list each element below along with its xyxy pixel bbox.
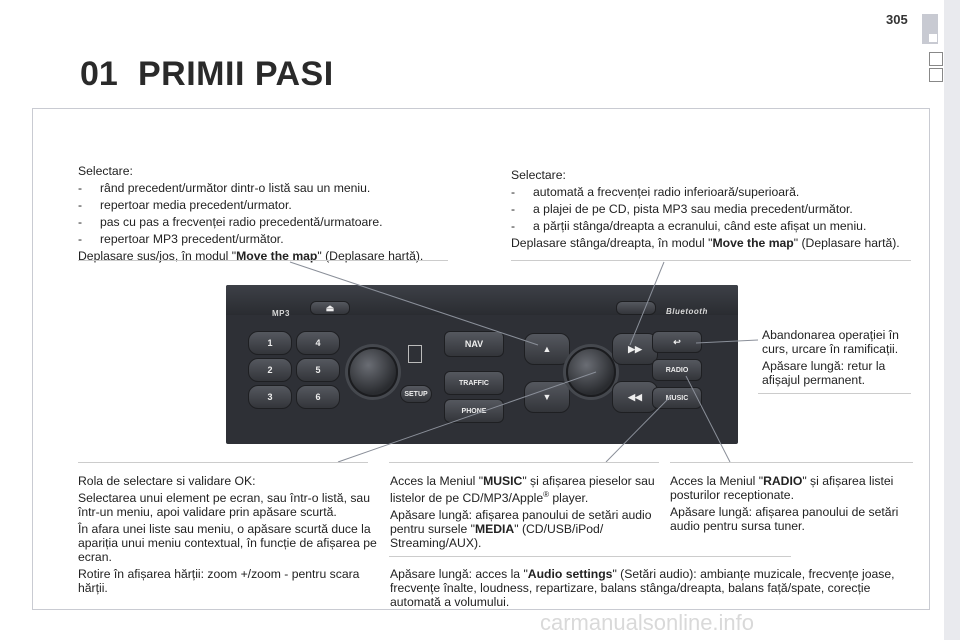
radio-block: Acces la Meniul "RADIO" și afișarea listei posturilor receptionate. Apăsare lungă: afișarea panoului de setări audio pentru sursa tuner.	[670, 474, 899, 533]
setup-button[interactable]: SETUP	[400, 385, 432, 403]
left-move-note: Deplasare sus/jos, în modul "Move the map" (Deplasare hartă).	[78, 249, 424, 263]
callout-line	[696, 340, 758, 343]
page-number: 305	[886, 12, 908, 27]
eject-button[interactable]: ⏏	[310, 301, 350, 315]
right-intro: Selectare:	[511, 168, 566, 182]
preset-1-button[interactable]: 1	[248, 331, 292, 355]
scroll-wheel-block: Rola de selectare si validare OK: Selectarea unui element pe ecran, sau într-o listă, sau într-un meniu, apoi validare prin apăsare scurtă. În afara unei liste sau meniu, o apăsare scurtă duce la apariția unui meniu contextual, în funcție de afișarea pe ecran. Rotire în afișarea hărții: zoom +/zoom - pentru scara hărții.	[78, 474, 377, 595]
callout-line	[606, 395, 672, 462]
radio-button[interactable]: RADIO	[652, 359, 702, 381]
divider	[389, 556, 791, 557]
preset-4-button[interactable]: 4	[296, 331, 340, 355]
callout-line	[686, 376, 730, 462]
callout-line	[290, 262, 538, 345]
bluetooth-label: Bluetooth	[666, 307, 708, 316]
chapter-title: PRIMII PASI	[138, 55, 334, 93]
down-button[interactable]: ▼	[524, 381, 570, 413]
fast-forward-button[interactable]: ▶▶	[612, 333, 658, 365]
preset-5-button[interactable]: 5	[296, 358, 340, 382]
preset-3-button[interactable]: 3	[248, 385, 292, 409]
list-item: - a plajei de pe CD, pista MP3 sau media precedent/următor.	[511, 202, 853, 216]
list-item: - repertoar media precedent/urmator.	[78, 198, 292, 212]
list-item: - a părții stânga/dreapta a ecranului, când este afișat un meniu.	[511, 219, 867, 233]
preset-6-button[interactable]: 6	[296, 385, 340, 409]
rewind-button[interactable]: ◀◀	[612, 381, 658, 413]
list-item: - pas cu pas a frecvenței radio precedentă/urmatoare.	[78, 215, 383, 229]
chapter-number: 01	[80, 55, 118, 93]
music-block: Acces la Meniul "MUSIC" și afișarea pieselor sau listelor de pe CD/MP3/Apple® player. Apăsare lungă: afișarea panoului de setări audio pentru sursele "MEDIA" (CD/USB/iPod/ Streaming/AUX).	[390, 474, 655, 551]
list-item: - rând precedent/următor dintr-o listă sau un meniu.	[78, 181, 371, 195]
traffic-button[interactable]: TRAFFIC	[444, 371, 504, 395]
divider	[389, 462, 659, 463]
mp3-label: MP3	[272, 309, 290, 318]
phone-button[interactable]: PHONE	[444, 399, 504, 423]
callout-line	[338, 372, 596, 462]
list-item: - repertoar MP3 precedent/următor.	[78, 232, 284, 246]
callout-line	[630, 262, 664, 345]
right-move-note: Deplasare stânga/dreapta, în modul "Move the map" (Deplasare hartă).	[511, 236, 900, 250]
left-intro: Selectare:	[78, 164, 133, 178]
divider	[670, 462, 913, 463]
nav-button[interactable]: NAV	[444, 331, 504, 357]
up-button[interactable]: ▲	[524, 333, 570, 365]
divider	[78, 462, 368, 463]
back-button[interactable]: ↩	[652, 331, 702, 353]
audio-settings-note: Apăsare lungă: acces la "Audio settings" (Setări audio): ambianțe muzicale, frecvențe joase, frecvențe înalte, loudness, repartizare, balans stânga/dreapta, balans față/spate, corecție automată a volumului.	[390, 567, 895, 609]
watermark: carmanualsonline.info	[540, 610, 755, 635]
list-item: - automată a frecvenței radio inferioară/superioară.	[511, 185, 800, 199]
music-button[interactable]: MUSIC	[652, 387, 702, 409]
abandon-note: Abandonarea operației în curs, urcare în ramificații. Apăsare lungă: retur la afișajul permanent.	[762, 328, 899, 387]
preset-2-button[interactable]: 2	[248, 358, 292, 382]
